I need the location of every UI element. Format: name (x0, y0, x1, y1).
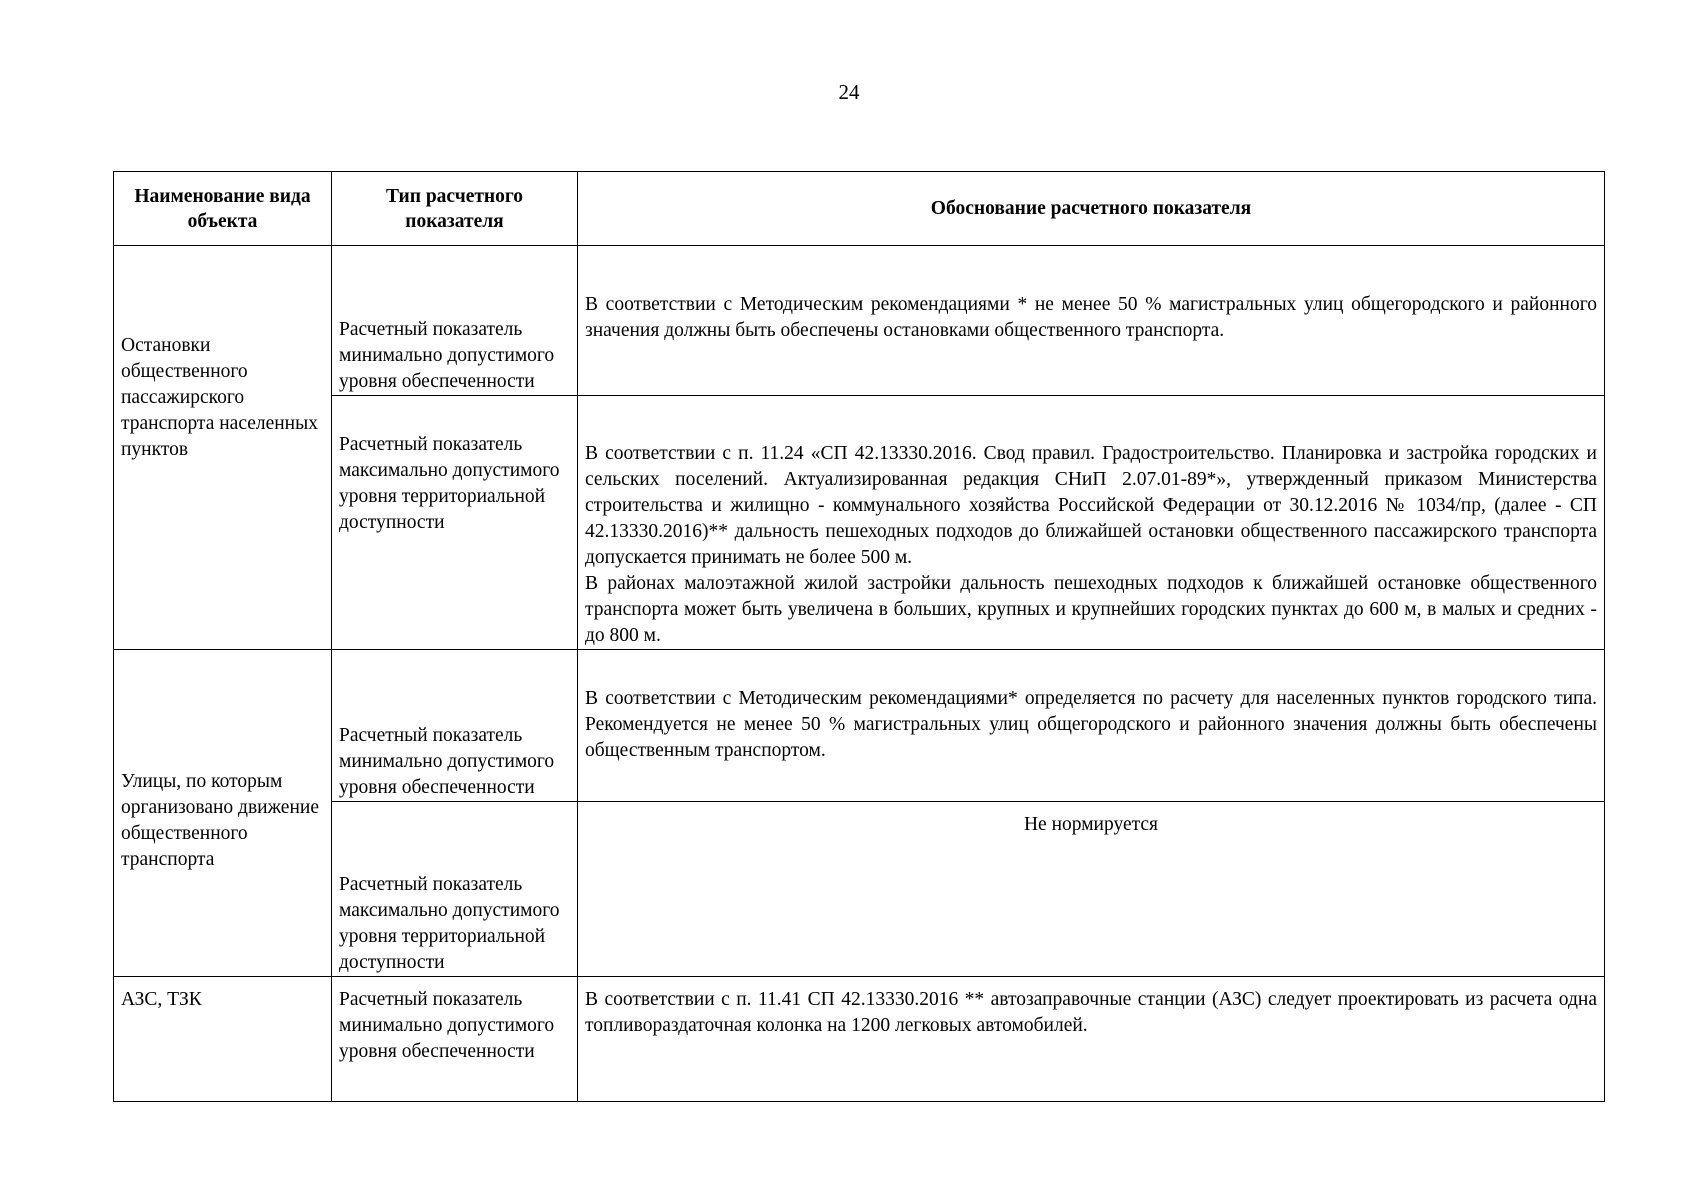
justification-text: В соответствии с Методическим рекомендациями * не менее 50 % магистральных улиц общегородского и районного значения должны быть обеспечены остановками общественного транспорта. (585, 294, 1597, 341)
justification-text: В соответствии с п. 11.24 «СП 42.13330.2016. Свод правил. Градостроительство. Планировка и застройка городских и сельских поселений. Актуализированная редакция СНиП 2.07.01-89*», утвержденный приказом Министерства строительства и жилищно - коммунального хозяйства Российской Федерации от 30.12.2016 № 1034/пр, (далее - СП 42.13330.2016)** дальность пешеходных подходов до ближайшей остановки общественного пассажирского транспорта допускается принимать не более 500 м. (585, 443, 1597, 568)
indicator-type-cell: Расчетный показатель минимально допустимого уровня обеспеченности (332, 977, 578, 1102)
justification-cell (578, 396, 1605, 650)
table-header-row (114, 172, 1605, 246)
table-row (114, 650, 1605, 802)
table-row (114, 246, 1605, 396)
header-indicator-type: Тип расчетного показателя (332, 172, 578, 246)
header-justification: Обоснование расчетного показателя (578, 172, 1605, 246)
justification-cell (578, 246, 1605, 396)
justification-text: Не нормируется (1023, 814, 1159, 835)
indicator-type-cell: Расчетный показатель максимально допустимого уровня территориальной доступности (332, 802, 578, 977)
justification-text: В районах малоэтажной жилой застройки дальность пешеходных подходов к ближайшей остановке общественного транспорта может быть увеличена в больших, крупных и крупнейших городских пунктах до 600 м, в малых и средних - до 800 м. (585, 573, 1597, 646)
justification-text: В соответствии с Методическим рекомендациями* определяется по расчету для населенных пунктов городского типа. Рекомендуется не менее 50 % магистральных улиц общегородского и районного значения должны быть обеспечены общественным транспортом. (585, 688, 1597, 761)
table-row (114, 396, 1605, 650)
indicator-type-cell: Расчетный показатель минимально допустимого уровня обеспеченности (332, 246, 578, 396)
indicator-type-cell: Расчетный показатель максимально допустимого уровня территориальной доступности (332, 396, 578, 650)
justification-text: В соответствии с п. 11.41 СП 42.13330.2016 ** автозаправочные станции (АЗС) следует проектировать из расчета одна топливораздаточная колонка на 1200 легковых автомобилей. (585, 989, 1597, 1036)
object-name-cell: Остановки общественного пассажирского транспорта населенных пунктов (114, 246, 332, 650)
page-number: 24 (838, 80, 860, 104)
justification-cell (578, 802, 1605, 977)
norms-table (113, 171, 1605, 1102)
justification-cell (578, 650, 1605, 802)
header-object-name: Наименование вида объекта (114, 172, 332, 246)
object-name-cell: Улицы, по которым организовано движение общественного транспорта (114, 650, 332, 977)
table-row (114, 977, 1605, 1102)
indicator-type-cell: Расчетный показатель минимально допустимого уровня обеспеченности (332, 650, 578, 802)
justification-cell (578, 977, 1605, 1102)
table-row (114, 802, 1605, 977)
object-name-cell: АЗС, ТЗК (114, 977, 332, 1102)
